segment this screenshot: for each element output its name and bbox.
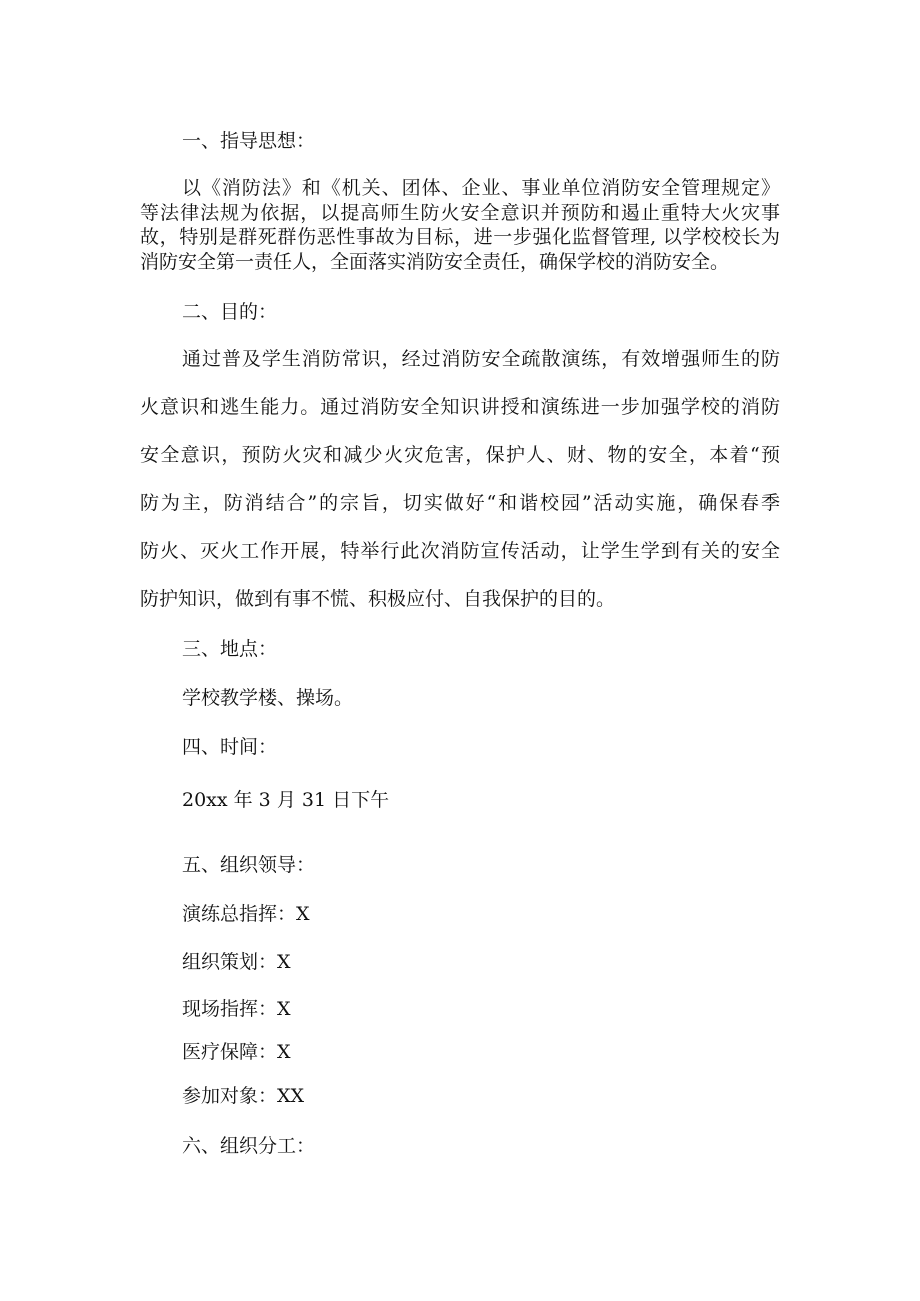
purpose-line-6: 防护知识，做到有事不慌、积极应付、自我保护的目的。 (140, 588, 616, 610)
location-heading: 三、地点： (182, 638, 278, 660)
guiding-line-1: 以《消防法》和《机关、团体、企业、事业单位消防安全管理规定》 (182, 177, 780, 199)
guiding-heading: 一、指导思想： (182, 130, 316, 152)
purpose-line-3: 安全意识，预防火灾和减少火灾危害，保护人、财、物的安全，本着“预 (140, 444, 780, 466)
purpose-heading: 二、目的： (182, 301, 278, 323)
org-item-medical: 医疗保障：X (182, 1041, 291, 1063)
guiding-line-4: 消防安全第一责任人，全面落实消防安全责任，确保学校的消防安全。 (140, 250, 730, 273)
org-item-participants: 参加对象：XX (182, 1085, 305, 1107)
location-text: 学校教学楼、操场。 (182, 687, 354, 709)
org-item-field-command: 现场指挥：X (182, 998, 291, 1020)
purpose-line-1: 通过普及学生消防常识，经过消防安全疏散演练，有效增强师生的防 (182, 348, 780, 370)
org-item-commander: 演练总指挥：X (182, 903, 310, 925)
division-heading: 六、组织分工： (182, 1135, 316, 1157)
time-text: 20xx 年 3 月 31 日下午 (182, 789, 390, 811)
guiding-line-2: 等法律法规为依据，以提高师生防火安全意识并预防和遏止重特大火灾事 (140, 201, 780, 224)
org-item-planning: 组织策划：X (182, 951, 291, 973)
purpose-line-5: 防火、灭火工作开展，特举行此次消防宣传活动，让学生学到有关的安全 (140, 540, 780, 562)
purpose-line-2: 火意识和逃生能力。通过消防安全知识讲授和演练进一步加强学校的消防 (140, 396, 780, 418)
time-heading: 四、时间： (182, 736, 278, 758)
purpose-line-4: 防为主，防消结合”的宗旨，切实做好“和谐校园”活动实施，确保春季 (140, 492, 780, 514)
guiding-paragraph (140, 176, 780, 274)
purpose-paragraph (140, 335, 780, 623)
guiding-line-3: 故，特别是群死群伤恶性事故为目标，进一步强化监督管理, 以学校校长为 (140, 226, 780, 248)
org-heading: 五、组织领导： (182, 854, 316, 876)
